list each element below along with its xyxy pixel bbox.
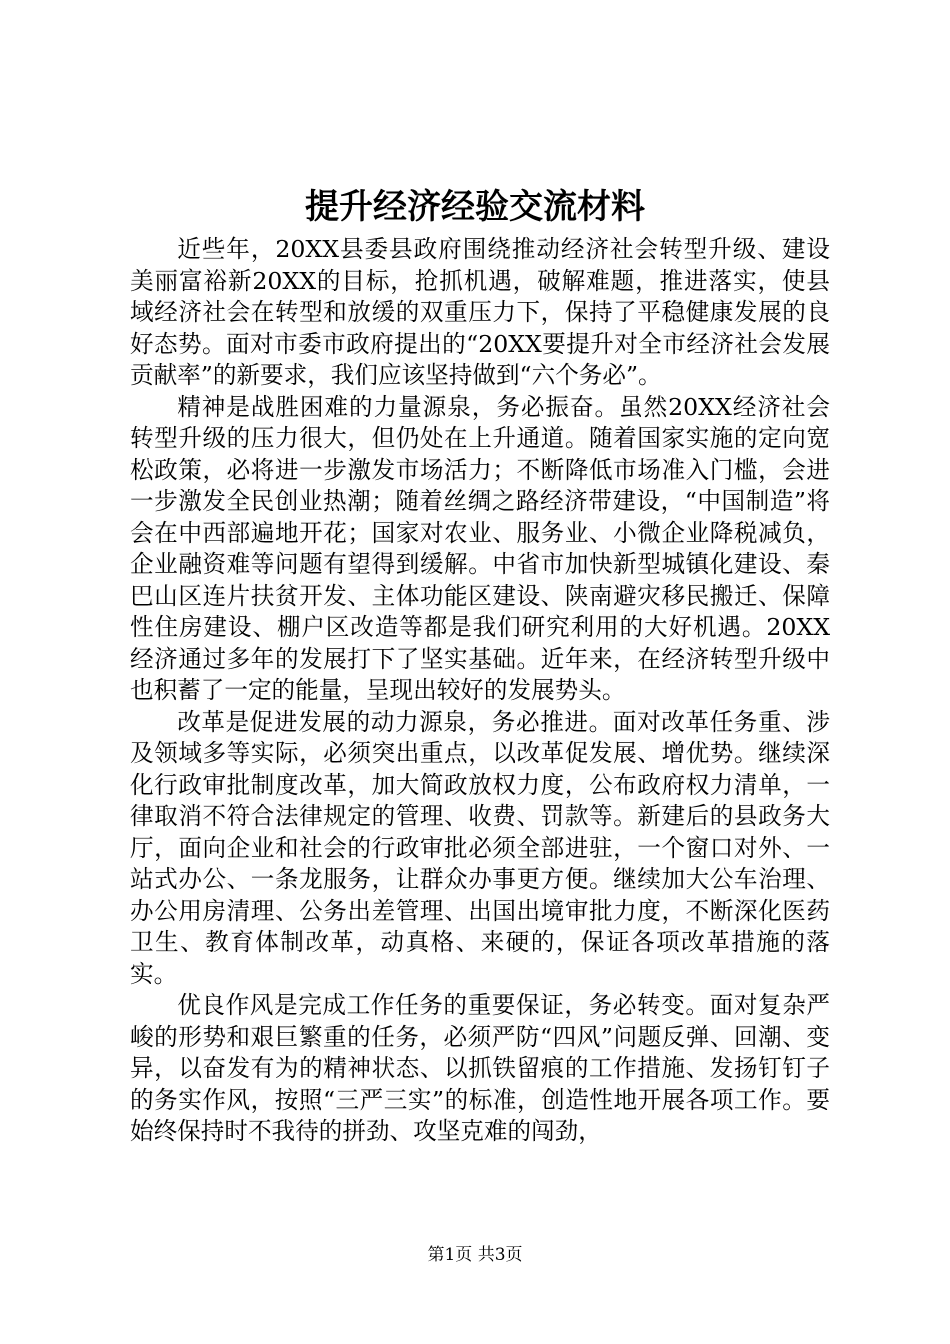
document-body bbox=[130, 234, 830, 1148]
paragraph: 精神是战胜困难的力量源泉，务必振奋。虽然20XX经济社会转型升级的压力很大，但仍处在上升通道。随着国家实施的定向宽松政策，必将进一步激发市场活力；不断降低市场准入门槛，会进一步激发全民创业热潮；随着丝绸之路经济带建设，“中国制造”将会在中西部遍地开花；国家对农业、服务业、小微企业降税减负，企业融资难等问题有望得到缓解。中省市加快新型城镇化建设、秦巴山区连片扶贫开发、主体功能区建设、陕南避灾移民搬迁、保障性住房建设、棚户区改造等都是我们研究利用的大好机遇。20XX经济通过多年的发展打下了坚实基础。近年来，在经济转型升级中也积蓄了一定的能量，呈现出较好的发展势头。 bbox=[130, 392, 830, 704]
page-number-footer: 第1页 共3页 bbox=[427, 1245, 523, 1265]
paragraph: 优良作风是完成工作任务的重要保证，务必转变。面对复杂严峻的形势和艰巨繁重的任务，必须严防“四风”问题反弹、回潮、变异，以奋发有为的精神状态、以抓铁留痕的工作措施、发扬钉钉子的务实作风，按照“三严三实”的标准，创造性地开展各项工作。要始终保持时不我待的拼劲、攻坚克难的闯劲， bbox=[130, 991, 830, 1145]
paragraph: 近些年，20XX县委县政府围绕推动经济社会转型升级、建设美丽富裕新20XX的目标，抢抓机遇，破解难题，推进落实，使县域经济社会在转型和放缓的双重压力下，保持了平稳健康发展的良好态势。面对市委市政府提出的“20XX要提升对全市经济社会发展贡献率”的新要求，我们应该坚持做到“六个务必”。 bbox=[130, 235, 830, 389]
paragraph: 改革是促进发展的动力源泉，务必推进。面对改革任务重、涉及领域多等实际，必须突出重点，以改革促发展、增优势。继续深化行政审批制度改革，加大简政放权力度，公布政府权力清单，一律取消不符合法律规定的管理、收费、罚款等。新建后的县政务大厅，面向企业和社会的行政审批必须全部进驻，一个窗口对外、一站式办公、一条龙服务，让群众办事更方便。继续加大公车治理、办公用房清理、公务出差管理、出国出境审批力度，不断深化医药卫生、教育体制改革，动真格、来硬的，保证各项改革措施的落实。 bbox=[130, 707, 830, 988]
document-title: 提升经济经验交流材料 bbox=[305, 187, 645, 227]
